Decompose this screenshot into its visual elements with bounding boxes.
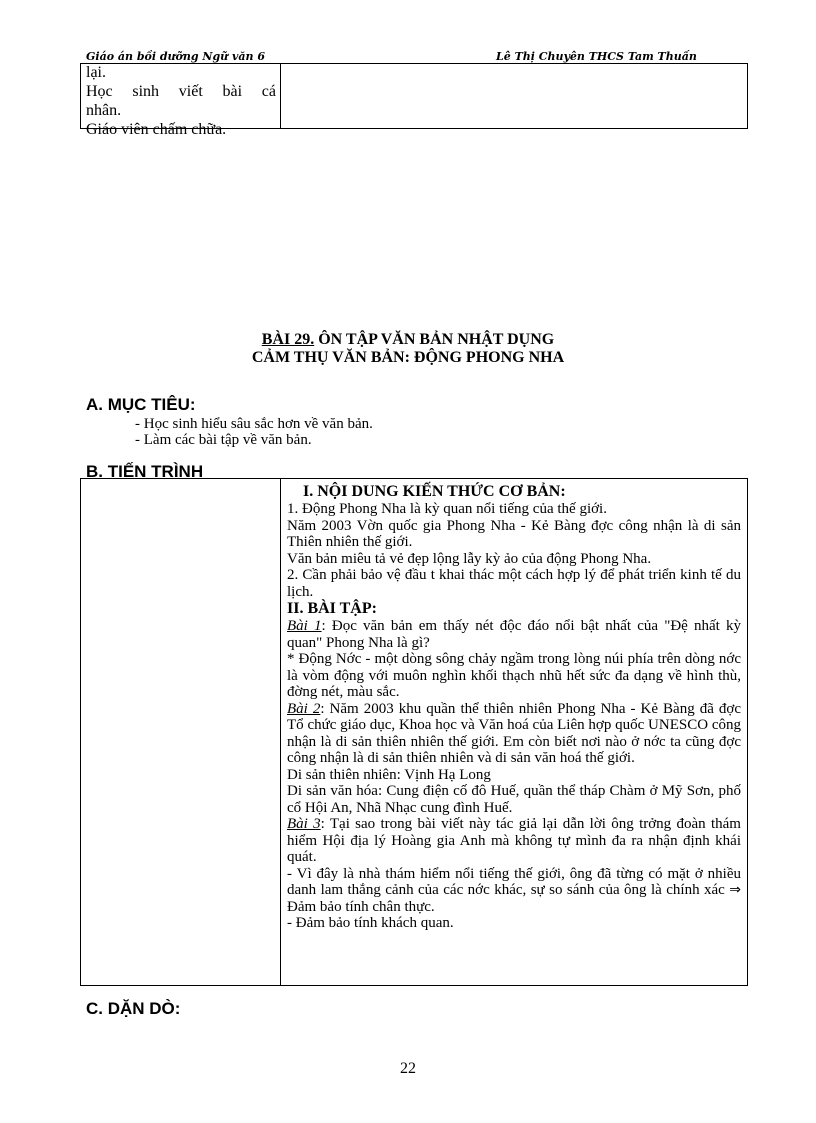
paragraph: Năm 2003 Vờn quốc gia Phong Nha - Kẻ Bàng đợc công nhận là di sản Thiên nhiên thế giới. [287,517,741,550]
page-number: 22 [400,1060,416,1077]
top-table-left-cell [81,63,281,138]
top-cell-line: lại. [86,64,106,81]
lesson-title-text: ÔN TẬP VĂN BẢN NHẬT DỤNG [318,331,555,348]
exercise-question: : Tại sao trong bài viết này tác giả lại dẫn lời ông trởng đoàn thám hiểm Hội địa lý Hoàng gia Anh mà không tự mình đa ra nhận định khái quát. [287,816,741,865]
exercise-question: : Năm 2003 khu quần thể thiên nhiên Phong Nha - Kẻ Bàng đã đợc Tổ chức giáo dục, Khoa học và Văn hoá của Liên hợp quốc UNESCO công nhận là di sản thiên nhiên thế giới. Em còn biết nơi nào ở nớc ta cũng đợc công nhận là di sản thiên nhiên và di sản văn hoá thế giới. [287,700,741,766]
top-cell-line: Giáo viên chấm chữa. [86,121,227,138]
main-table-right-cell [281,479,747,932]
section-a-heading: A. MỤC TIÊU: [86,395,196,414]
exercise-1 [287,618,741,651]
exercise-label: Bài 3 [287,816,321,832]
exercise-label: Bài 1 [287,618,322,634]
paragraph: 1. Động Phong Nha là kỳ quan nổi tiếng của thế giới. [287,501,607,517]
answer-text: - Vì đây là nhà thám hiểm nổi tiếng thế giới, ông đã từng có mặt ở nhiều danh lam thắng cảnh của các nớc khác, sự so sánh của ông là chính xác [287,865,741,898]
objective-item: - Làm các bài tập về văn bản. [135,432,312,448]
implies-arrow-icon: ⇒ [729,882,741,898]
top-cell-line: Học sinh viết bài cá [86,83,276,100]
exercise-answer: Di sản thiên nhiên: Vịnh Hạ Long [287,766,491,783]
exercise-answer [287,866,741,916]
top-table [80,63,748,138]
exercise-answer: Di sản văn hóa: Cung điện cố đô Huế, quần thể tháp Chàm ở Mỹ Sơn, phố cổ Hội An, Nhã Nhạc cung đình Huế. [287,783,741,816]
content-heading-1: I. NỘI DUNG KIẾN THỨC CƠ BẢN: [303,483,566,500]
exercise-answer: * Động Nớc - một dòng sông chảy ngầm trong lòng núi phía trên dòng nớc là vòm động với muôn nghìn khối thạch nhũ hết sức đa dạng về hình thù, đờng nét, màu sắc. [287,651,741,700]
answer-conclusion: Đảm bảo tính chân thực. [287,898,435,915]
main-table [80,478,748,986]
section-b-heading: B. TIẾN TRÌNH [86,462,204,481]
main-table-left-cell [81,479,281,985]
exercise-question: : Đọc văn bản em thấy nét độc đáo nổi bật nhất của "Đệ nhất kỳ quan" Phong Nha là gì? [287,618,741,651]
lesson-title-line1 [0,331,816,349]
exercise-3 [287,816,741,866]
objective-item: - Học sinh hiểu sâu sắc hơn về văn bản. [135,416,373,432]
paragraph: Văn bản miêu tả vẻ đẹp lộng lẫy kỳ ảo của động Phong Nha. [287,550,652,567]
exercise-label: Bài 2 [287,700,321,717]
exercise-answer: - Đảm bảo tính khách quan. [287,915,454,931]
top-cell-line: nhân. [86,102,122,119]
header-left: Giáo án bồi dưỡng Ngữ văn 6 [86,50,265,63]
header-right: Lê Thị Chuyên THCS Tam Thuấn [496,50,697,63]
exercise-2 [287,701,741,767]
lesson-title-line2: CẢM THỤ VĂN BẢN: ĐỘNG PHONG NHA [251,349,565,366]
content-heading-2: II. BÀI TẬP: [287,600,377,617]
section-c-heading: C. DẶN DÒ: [86,999,181,1018]
paragraph: 2. Cần phải bảo vệ đầu t khai thác một cách hợp lý để phát triển kinh tế du lịch. [287,567,741,600]
lesson-number: BÀI 29. [261,331,315,348]
